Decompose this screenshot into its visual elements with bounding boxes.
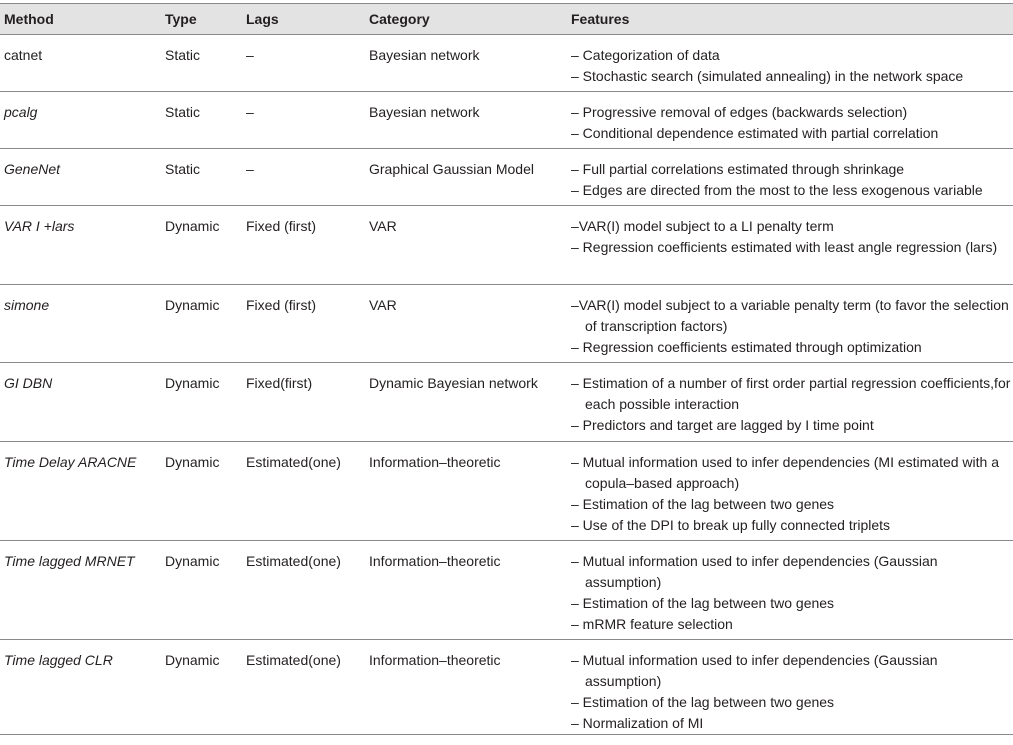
header-features: Features <box>571 11 630 27</box>
header-type: Type <box>165 11 197 27</box>
features-list <box>571 373 1013 436</box>
category-cell: Graphical Gaussian Model <box>369 161 534 177</box>
features-cell <box>567 35 1013 92</box>
methods-table <box>0 3 1013 735</box>
table-row <box>0 92 1013 149</box>
lags-cell: Fixed(first) <box>246 375 313 391</box>
table-row <box>0 206 1013 285</box>
feature-item: – Estimation of a number of first order partial regression coefficients,for each possible interaction <box>571 375 1011 412</box>
category-cell: Information–theoretic <box>369 553 501 569</box>
category-cell: Information–theoretic <box>369 454 501 470</box>
lags-cell: – <box>246 104 254 120</box>
feature-item: – Use of the DPI to break up fully connected triplets <box>571 517 891 533</box>
features-list <box>571 452 1013 536</box>
method-cell: catnet <box>4 47 43 63</box>
lags-cell: – <box>246 47 254 63</box>
lags-cell: Estimated(one) <box>246 454 341 470</box>
type-cell: Dynamic <box>165 297 220 313</box>
type-cell: Dynamic <box>165 652 220 668</box>
header-category: Category <box>369 11 430 27</box>
table-header <box>0 4 1013 35</box>
feature-item: – Stochastic search (simulated annealing) in the network space <box>571 68 964 84</box>
lags-cell: – <box>246 161 254 177</box>
feature-item: – Regression coefficients estimated through optimization <box>571 339 922 355</box>
method-cell: Time lagged CLR <box>4 652 113 668</box>
type-cell: Static <box>165 47 201 63</box>
category-cell: VAR <box>369 297 397 313</box>
feature-item: – Conditional dependence estimated with partial correlation <box>571 125 939 141</box>
features-cell <box>567 640 1013 735</box>
feature-item: –VAR(I) model subject to a LI penalty term <box>571 218 834 234</box>
feature-item: – Estimation of the lag between two genes <box>571 496 835 512</box>
feature-item: – Mutual information used to infer dependencies (Gaussian assumption) <box>571 553 938 590</box>
feature-item: – Estimation of the lag between two genes <box>571 694 835 710</box>
method-cell: GI DBN <box>4 375 53 391</box>
method-cell: VAR I +lars <box>4 218 75 234</box>
method-cell: simone <box>4 297 50 313</box>
features-list <box>571 650 1013 734</box>
category-cell: Bayesian network <box>369 104 480 120</box>
feature-item: – Mutual information used to infer dependencies (Gaussian assumption) <box>571 652 938 689</box>
features-list <box>571 295 1013 358</box>
feature-item: – mRMR feature selection <box>571 616 733 632</box>
feature-item: – Edges are directed from the most to the less exogenous variable <box>571 182 983 198</box>
feature-item: – Normalization of MI <box>571 715 704 731</box>
features-cell <box>567 206 1013 285</box>
table-row <box>0 363 1013 442</box>
lags-cell: Estimated(one) <box>246 652 341 668</box>
feature-item: – Full partial correlations estimated through shrinkage <box>571 161 905 177</box>
table-row <box>0 149 1013 206</box>
lags-cell: Fixed (first) <box>246 297 316 313</box>
header-lags: Lags <box>246 11 279 27</box>
feature-item: – Predictors and target are lagged by I time point <box>571 417 874 433</box>
method-cell: Time Delay ARACNE <box>4 454 137 470</box>
lags-cell: Fixed (first) <box>246 218 316 234</box>
type-cell: Dynamic <box>165 553 220 569</box>
features-cell <box>567 92 1013 149</box>
table-row <box>0 35 1013 92</box>
table-row <box>0 285 1013 363</box>
method-cell: pcalg <box>4 104 38 120</box>
features-cell <box>567 285 1013 363</box>
table-row <box>0 442 1013 541</box>
header-row <box>0 4 1013 35</box>
type-cell: Static <box>165 104 201 120</box>
header-method: Method <box>4 11 54 27</box>
category-cell: Information–theoretic <box>369 652 501 668</box>
features-list <box>571 45 1013 87</box>
features-list <box>571 551 1013 635</box>
type-cell: Dynamic <box>165 454 220 470</box>
category-cell: VAR <box>369 218 397 234</box>
features-cell <box>567 363 1013 442</box>
type-cell: Dynamic <box>165 375 220 391</box>
features-list <box>571 216 1013 258</box>
feature-item: – Categorization of data <box>571 47 720 63</box>
features-cell <box>567 442 1013 541</box>
feature-item: – Progressive removal of edges (backwards selection) <box>571 104 908 120</box>
method-cell: Time lagged MRNET <box>4 553 135 569</box>
feature-item: –VAR(I) model subject to a variable penalty term (to favor the selection of transcription factors) <box>571 297 1009 334</box>
type-cell: Dynamic <box>165 218 220 234</box>
table-body <box>0 35 1013 735</box>
category-cell: Dynamic Bayesian network <box>369 375 538 391</box>
features-cell <box>567 149 1013 206</box>
feature-item: – Regression coefficients estimated with least angle regression (lars) <box>571 239 998 255</box>
feature-item: – Mutual information used to infer dependencies (MI estimated with a copula–based approach) <box>571 454 1000 491</box>
table-row <box>0 541 1013 640</box>
category-cell: Bayesian network <box>369 47 480 63</box>
lags-cell: Estimated(one) <box>246 553 341 569</box>
method-cell: GeneNet <box>4 161 61 177</box>
feature-item: – Estimation of the lag between two genes <box>571 595 835 611</box>
table-row <box>0 640 1013 735</box>
features-list <box>571 159 1013 201</box>
features-list <box>571 102 1013 144</box>
features-cell <box>567 541 1013 640</box>
type-cell: Static <box>165 161 201 177</box>
